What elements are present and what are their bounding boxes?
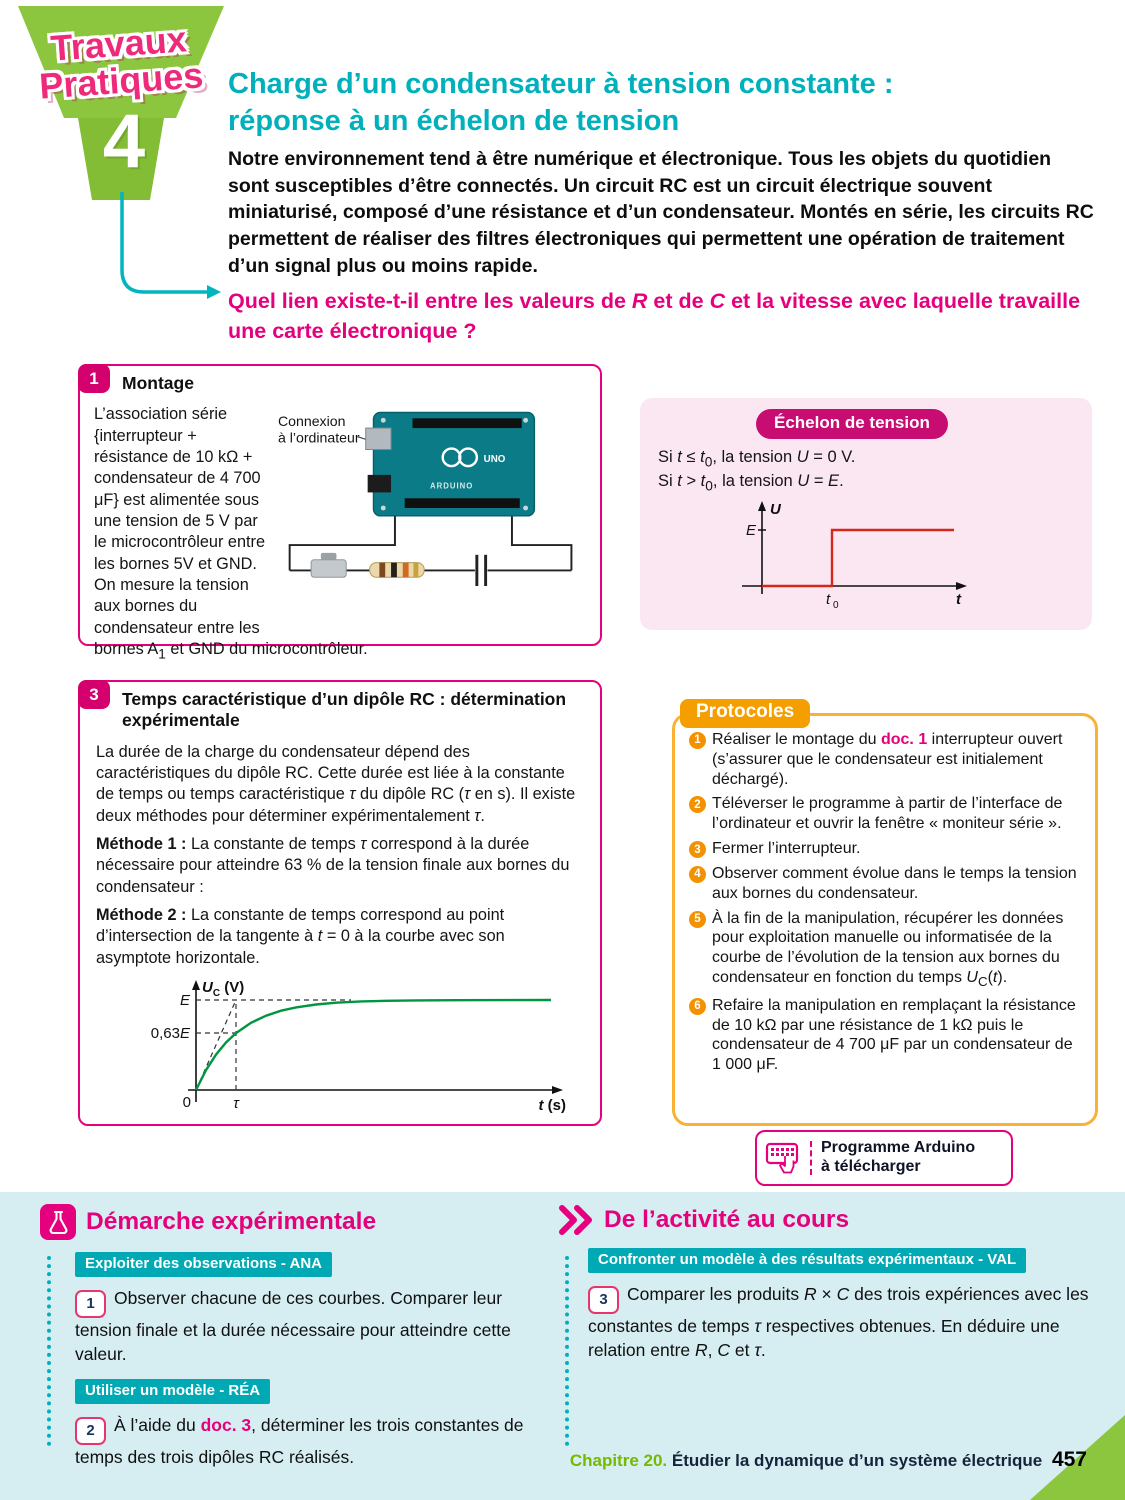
svg-text:0: 0 [833, 600, 839, 611]
step-number-badge: 6 [689, 998, 706, 1015]
task-3: 3 Comparer les produits R × C des trois expériences avec les constantes de temps τ respectives obtenues. En déduire une relation entre R, C et τ. [588, 1284, 1089, 1361]
tp-logo [20, 19, 221, 106]
svg-text:t: t [956, 591, 961, 608]
voltage-step-line [762, 530, 954, 586]
echelon-title: Échelon de tension [756, 409, 948, 439]
arrow-connector-icon [95, 190, 235, 310]
doc1-title: Montage [122, 373, 194, 393]
arduino-download-button[interactable] [755, 1130, 1013, 1186]
skill-badge-rea: Utiliser un modèle - RÉA [75, 1379, 270, 1404]
echelon-line1: Si $t \le t_0$, la tension U = 0 V. [658, 448, 856, 470]
program-download-icon [765, 1141, 801, 1175]
doc3-header [80, 682, 600, 732]
doc1-header [80, 366, 600, 394]
dotted-divider [47, 1256, 51, 1446]
dashed-separator [810, 1141, 812, 1175]
problem-question: Quel lien existe-t-il entre les valeurs de R et de C et la vitesse avec laquelle travaille une carte électronique ? [228, 289, 1081, 344]
montage-figure [276, 404, 588, 614]
doc1-number-badge: 1 [78, 364, 110, 393]
svg-text:τ: τ [233, 1095, 239, 1113]
protocols-title: Protocoles [680, 699, 810, 728]
doc1-montage-box [78, 364, 602, 662]
svg-text:0,63E: 0,63E [150, 1025, 190, 1043]
flask-icon [40, 1204, 76, 1240]
protocols-box [672, 701, 1098, 1126]
protocol-step: 4 Observer comment évolue dans le temps la tension aux bornes du condensateur. [689, 864, 1085, 904]
connection-label-line2: à l’ordinateur [277, 430, 360, 447]
chapter-title: Étudier la dynamique d’un système électrique [671, 1451, 1043, 1470]
doc3-text: La durée de la charge du condensateur dépend des caractéristiques du dipôle RC. Cette durée est liée à la constante de temps ou temps caractéristique τ du dipôle RC (τ en s). Il existe deux méthodes pour déterminer expérimentalement τ. [96, 742, 576, 825]
power-jack [368, 475, 391, 493]
step-number-badge: 2 [689, 796, 706, 813]
arduino-circuit-graphic [276, 404, 588, 614]
page-title: Charge d’un condensateur à tension constante : réponse à un échelon de tension [228, 68, 894, 137]
skill-badge-val: Confronter un modèle à des résultats expérimentaux - VAL [588, 1248, 1026, 1273]
doc3-number-badge: 3 [78, 680, 110, 709]
arduino-board-graphic [366, 413, 535, 516]
footer [570, 1448, 1087, 1472]
charging-curve [196, 1000, 551, 1090]
svg-text:E: E [179, 992, 190, 1010]
switch-symbol [311, 560, 346, 578]
cours-column [558, 1204, 1092, 1367]
protocol-step: 2 Téléverser le programme à partir de l’interface de l’ordinateur et ouvrir la fenêtre « moniteur série ». [689, 794, 1085, 834]
step-number-badge: 3 [689, 841, 706, 858]
svg-text:t (s): t (s) [538, 1097, 566, 1115]
cours-title: De l’activité au cours [604, 1206, 850, 1233]
doc3-title: Temps caractéristique d’un dipôle RC : détermination expérimentale [122, 689, 567, 731]
echelon-box [640, 398, 1092, 630]
svg-text:t: t [826, 591, 831, 608]
chapter-label: Chapitre 20. [569, 1451, 668, 1470]
skill-badge-ana: Exploiter des observations - ANA [75, 1252, 332, 1277]
demarche-column [40, 1204, 552, 1473]
tp-logo-line2: Pratiques [37, 54, 205, 107]
protocol-steps [675, 716, 1095, 1084]
svg-text:0: 0 [182, 1094, 191, 1112]
svg-text:UNO: UNO [483, 454, 506, 466]
tp-logo-line1: Travaux [49, 18, 188, 69]
task-number-badge: 1 [75, 1290, 106, 1318]
usb-connector [366, 428, 391, 449]
task-2: 2 À l’aide du doc. 3, déterminer les trois constantes de temps des trois dipôles RC réalisés. [75, 1414, 524, 1467]
protocol-step: 5 À la fin de la manipulation, récupérer les données pour exploitation manuelle ou informatisée de la courbe de l’évolution de la tension aux bornes du condensateur en fonction du temps $U_C(t)$. [689, 909, 1085, 991]
task-1: 1 Observer chacune de ces courbes. Comparer leur tension finale et la durée nécessaire pour atteindre cette valeur. [75, 1288, 511, 1365]
activities-section [0, 1192, 1125, 1500]
protocol-step: 6 Refaire la manipulation en remplaçant la résistance de 10 kΩ par une résistance de 1 kΩ puis le condensateur de 4 700 μF par un condensateur de 1 000 μF. [689, 996, 1085, 1075]
protocol-step: 3 Fermer l’interrupteur. [689, 839, 1085, 859]
step-number-badge: 5 [689, 911, 706, 928]
svg-text:ARDUINO: ARDUINO [430, 481, 474, 491]
circuit-schematic [290, 516, 572, 586]
doc3-box [78, 680, 602, 1126]
doc3-method2: Méthode 2 : La constante de temps correspond au point d’intersection de la tangente à t = 0 à la courbe avec son asymptote horizontale. [96, 906, 505, 967]
dotted-divider [565, 1256, 569, 1446]
task-number-badge: 2 [75, 1417, 106, 1445]
step-number-badge: 1 [689, 732, 706, 749]
step-graph [732, 498, 982, 620]
svg-text:UC (V): $U_C$ (V) [202, 979, 245, 1000]
step-number-badge: 4 [689, 866, 706, 883]
download-label: Programme Arduino à télécharger [821, 1139, 976, 1175]
protocol-step: 1 Réaliser le montage du doc. 1 interrupteur ouvert (s’assurer que le condensateur est initialement déchargé). [689, 730, 1085, 789]
demarche-title: Démarche expérimentale [86, 1208, 377, 1235]
connection-label-line1: Connexion [277, 413, 346, 430]
task-number-badge: 3 [588, 1286, 619, 1314]
intro-paragraph: Notre environnement tend à être numérique et électronique. Tous les objets du quotidien sont susceptibles d’être connectés. Un circuit RC est un circuit électrique souvent miniaturisé, composé d’une résistance et d’un condensateur. Montés en série, les circuits RC permettent de réaliser des filtres électroniques qui permettent une opération de traitement d’un signal plus ou moins rapide. [228, 148, 1094, 277]
charge-curve-graph [96, 976, 578, 1118]
page-number: 457 [1051, 1448, 1087, 1471]
doc1-text: L’association série {interrupteur + résistance de 10 kΩ + condensateur de 4 700 μF} est alimentée sous une tension de 5 V par le microcontrôleur entre les bornes 5V et GND. On mesure la tension aux bornes du condensateur entre les bornes $A_1$ et GND du microcontrôleur. [94, 405, 368, 662]
doc3-method1: Méthode 1 : La constante de temps τ correspond à la durée nécessaire pour atteindre 63 % de la tension finale aux bornes du condensateur : [96, 835, 570, 896]
tp-number: 4 [102, 99, 146, 184]
double-chevron-icon [558, 1204, 594, 1236]
echelon-line2: Si $t > t_0$, la tension U = E. [658, 472, 844, 494]
svg-text:U: U [770, 501, 781, 518]
svg-text:E: E [746, 522, 757, 539]
